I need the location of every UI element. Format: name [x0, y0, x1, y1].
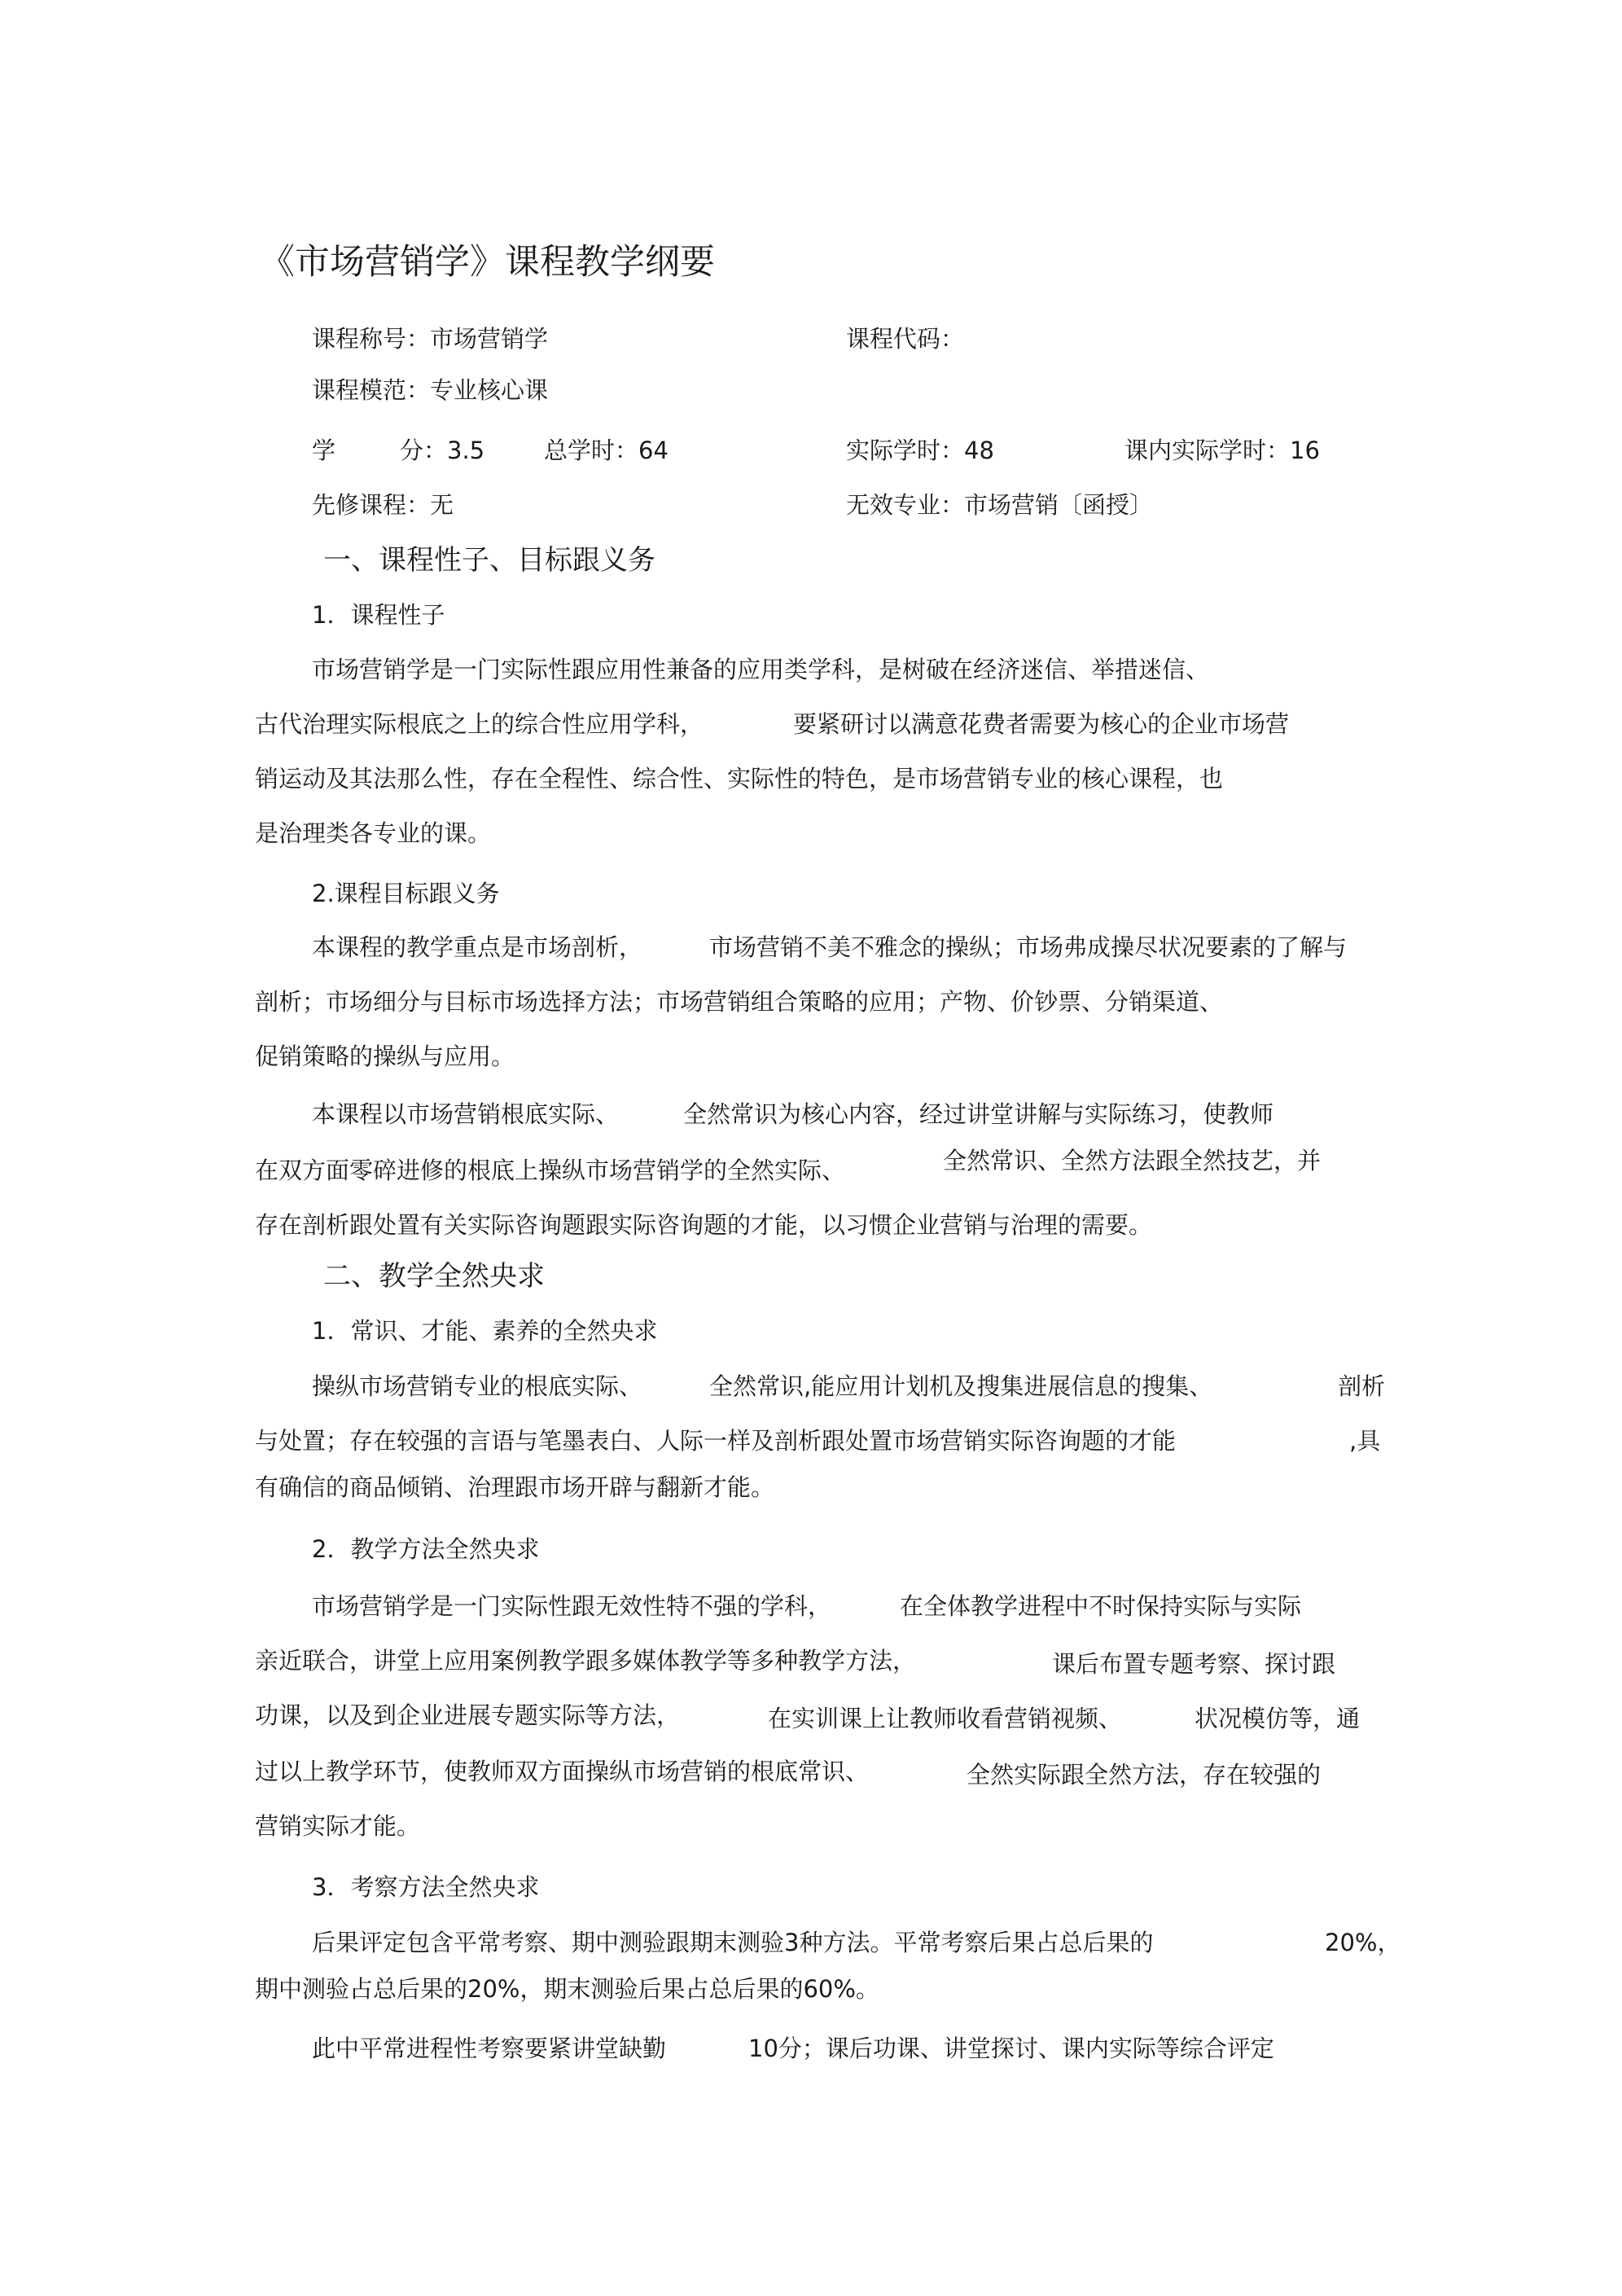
para-line: 市场营销不美不雅念的操纵；市场弗成操尽状况要素的了解与: [709, 933, 1348, 961]
inclass-practice-hours: 课内实际学时：16: [1124, 437, 1320, 464]
subheading-1-2: 2.课程目标跟义务: [312, 880, 500, 907]
para-line: 本课程以市场营销根底实际、: [312, 1100, 620, 1128]
para-line: ,具: [1349, 1427, 1381, 1455]
para-line: 与处置；存在较强的言语与笔墨表白、人际一样及剖析跟处置市场营销实际咨询题的才能: [255, 1427, 1177, 1455]
para-line: 古代治理实际根底之上的综合性应用学科，: [255, 710, 704, 738]
para-line: 销运动及其法那么性，存在全程性、综合性、实际性的特色，是市场营销专业的核心课程，也: [255, 765, 1224, 792]
para-line: 全然常识为核心内容，经过讲堂讲解与实际练习，使教师: [683, 1100, 1274, 1128]
subheading-2-3: 3．考察方法全然央求: [312, 1873, 540, 1901]
para-line: 此中平常进程性考察要紧讲堂缺勤: [312, 2035, 667, 2062]
practice-hours: 实际学时：48: [846, 437, 994, 464]
credit-label: 学: [312, 437, 336, 464]
para-line: 期中测验占总后果的20%，期末测验后果占总后果的60%。: [255, 1975, 879, 2003]
credit-value: 分：3.5: [400, 437, 485, 464]
prerequisite: 先修课程：无: [312, 491, 454, 519]
para-line: 全然实际跟全然方法，存在较强的: [967, 1761, 1322, 1789]
para-line: 操纵市场营销专业的根底实际、: [312, 1372, 643, 1400]
para-line: 亲近联合，讲堂上应用案例教学跟多媒体教学等多种教学方法，: [255, 1647, 917, 1675]
para-line: 是治理类各专业的课。: [255, 819, 492, 847]
para-line: 市场营销学是一门实际性跟无效性特不强的学科，: [312, 1592, 832, 1620]
para-line: 20%，: [1325, 1929, 1401, 1956]
section-heading-1: 一、课程性子、目标跟义务: [323, 544, 655, 577]
para-line: 10分；课后功课、讲堂探讨、课内实际等综合评定: [748, 2035, 1274, 2062]
para-line: 存在剖析跟处置有关实际咨询题跟实际咨询题的才能，以习惯企业营销与治理的需要。: [255, 1211, 1153, 1239]
para-line: 课后布置专题考察、探讨跟: [1052, 1650, 1336, 1678]
applicable-major: 无效专业：市场营销〔函授〕: [846, 491, 1154, 519]
course-code: 课程代码：: [846, 325, 965, 353]
para-line: 剖析: [1338, 1372, 1386, 1400]
para-line: 本课程的教学重点是市场剖析，: [312, 933, 643, 961]
para-line: 促销策略的操纵与应用。: [255, 1043, 515, 1070]
total-hours: 总学时：64: [544, 437, 669, 464]
para-line: 全然常识、全然方法跟全然技艺，并: [943, 1147, 1322, 1174]
para-line: 在实训课上让教师收看营销视频、: [768, 1705, 1123, 1732]
para-line: 剖析；市场细分与目标市场选择方法；市场营销组合策略的应用；产物、价钞票、分销渠道、: [255, 988, 1224, 1016]
section-heading-2: 二、教学全然央求: [323, 1260, 545, 1293]
subheading-2-1: 1．常识、才能、素养的全然央求: [312, 1317, 658, 1345]
subheading-1-1: 1．课程性子: [312, 601, 445, 629]
para-line: 功课，以及到企业进展专题实际等方法，: [255, 1701, 681, 1729]
course-type: 课程模范：专业核心课: [312, 376, 549, 404]
para-line: 全然常识,能应用计划机及搜集进展信息的搜集、: [709, 1372, 1213, 1400]
para-line: 有确信的商品倾销、治理跟市场开辟与翻新才能。: [255, 1473, 775, 1501]
para-line: 营销实际才能。: [255, 1812, 421, 1840]
para-line: 市场营销学是一门实际性跟应用性兼备的应用类学科，是树破在经济迷信、举措迷信、: [312, 656, 1210, 683]
para-line: 后果评定包含平常考察、期中测验跟期末测验3种方法。平常考察后果占总后果的: [312, 1929, 1154, 1956]
para-line: 在全体教学进程中不时保持实际与实际: [900, 1592, 1302, 1620]
para-line: 状况模仿等，通: [1195, 1705, 1361, 1732]
para-line: 在双方面零碎进修的根底上操纵市场营销学的全然实际、: [255, 1157, 846, 1184]
para-line: 过以上教学环节，使教师双方面操纵市场营销的根底常识、: [255, 1758, 870, 1785]
subheading-2-2: 2．教学方法全然央求: [312, 1535, 540, 1563]
course-name: 课程称号：市场营销学: [312, 325, 549, 353]
page-title: 《市场营销学》课程教学纲要: [260, 242, 715, 283]
para-line: 要紧研讨以满意花费者需要为核心的企业市场营: [793, 710, 1290, 738]
